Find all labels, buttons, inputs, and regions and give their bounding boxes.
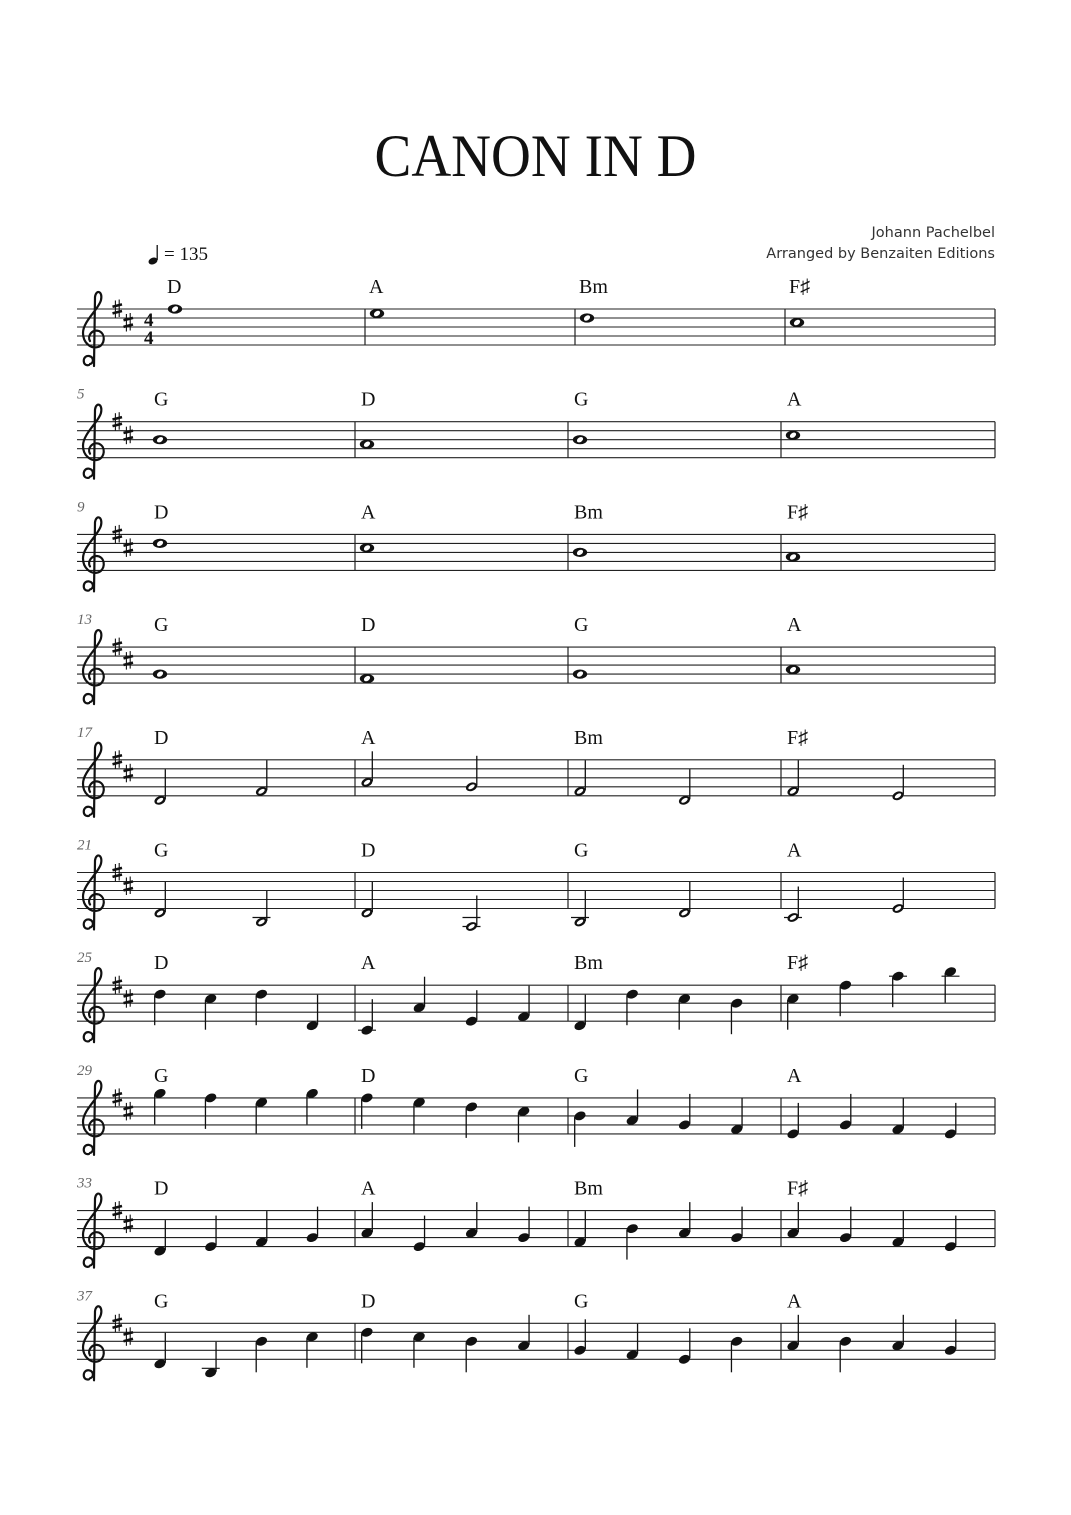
- chord-symbol: Bm: [574, 726, 603, 749]
- measure-number: 9: [77, 499, 85, 516]
- system: [77, 950, 995, 1042]
- chord-symbol: D: [361, 1290, 376, 1313]
- chord-symbol: A: [787, 1064, 802, 1087]
- chord-symbol: A: [787, 388, 802, 411]
- chord-symbol: D: [361, 614, 376, 637]
- measure-number: 25: [77, 950, 92, 967]
- chord-symbol: D: [167, 276, 182, 298]
- system: [77, 1063, 995, 1155]
- chord-symbol: G: [574, 1290, 589, 1313]
- system: [77, 499, 995, 591]
- treble-clef: [83, 630, 104, 704]
- chord-symbol: D: [154, 1177, 169, 1200]
- chord-symbol: G: [154, 1290, 169, 1313]
- treble-clef: [83, 855, 104, 929]
- chord-symbol: Bm: [574, 1177, 603, 1200]
- treble-clef: [83, 405, 104, 479]
- measure-number: 17: [77, 724, 92, 741]
- composer-credit: Johann Pachelbel: [871, 225, 995, 241]
- chord-symbol: A: [787, 614, 802, 637]
- system: [77, 276, 995, 366]
- treble-clef: [83, 1194, 104, 1268]
- chord-symbol: D: [361, 388, 376, 411]
- arranger-credit: Arranged by Benzaiten Editions: [766, 246, 995, 262]
- chord-symbol: Bm: [579, 276, 608, 298]
- time-signature-top: 4: [144, 310, 154, 331]
- system: [76, 1288, 995, 1380]
- system: [77, 387, 995, 479]
- chord-symbol: G: [574, 388, 589, 411]
- treble-clef: [83, 1081, 104, 1155]
- system: [77, 838, 995, 933]
- system: [77, 612, 995, 704]
- chord-symbol: G: [574, 839, 589, 862]
- measure-number: 29: [77, 1062, 92, 1079]
- chord-symbol: D: [361, 1064, 376, 1087]
- treble-clef: [83, 517, 104, 591]
- chord-symbol: F♯: [787, 501, 809, 524]
- chord-symbol: D: [154, 952, 169, 975]
- measure-number: 33: [77, 1175, 92, 1192]
- page-title: CANON IN D: [374, 123, 697, 189]
- chord-symbol: A: [361, 952, 376, 975]
- chord-symbol: G: [154, 614, 169, 637]
- chord-symbol: G: [154, 388, 169, 411]
- chord-symbol: F♯: [787, 726, 809, 749]
- treble-clef: [83, 292, 104, 366]
- chord-symbol: G: [154, 1064, 169, 1087]
- measure-number: 21: [77, 837, 92, 854]
- measure-number: 5: [77, 386, 85, 403]
- chord-symbol: F♯: [789, 276, 811, 298]
- measure-number: 37: [77, 1288, 92, 1305]
- chord-symbol: Bm: [574, 501, 603, 524]
- system: [77, 725, 995, 817]
- tempo-value: = 135: [164, 244, 208, 265]
- chord-symbol: D: [154, 501, 169, 524]
- system: [76, 1176, 995, 1268]
- chord-symbol: A: [361, 501, 376, 524]
- chord-symbol: A: [361, 726, 376, 749]
- chord-symbol: F♯: [787, 952, 809, 975]
- chord-symbol: A: [369, 276, 384, 298]
- treble-clef: [83, 968, 104, 1042]
- treble-clef: [83, 1306, 104, 1380]
- chord-symbol: D: [154, 726, 169, 749]
- chord-symbol: A: [787, 839, 802, 862]
- chord-symbol: A: [361, 1177, 376, 1200]
- chord-symbol: A: [787, 1290, 802, 1313]
- chord-symbol: G: [154, 839, 169, 862]
- chord-symbol: G: [574, 1064, 589, 1087]
- chord-symbol: F♯: [787, 1177, 809, 1200]
- treble-clef: [83, 743, 104, 817]
- chord-symbol: Bm: [574, 952, 603, 975]
- measure-number: 13: [77, 612, 92, 629]
- time-signature-bottom: 4: [144, 328, 154, 349]
- chord-symbol: D: [361, 839, 376, 862]
- chord-symbol: G: [574, 614, 589, 637]
